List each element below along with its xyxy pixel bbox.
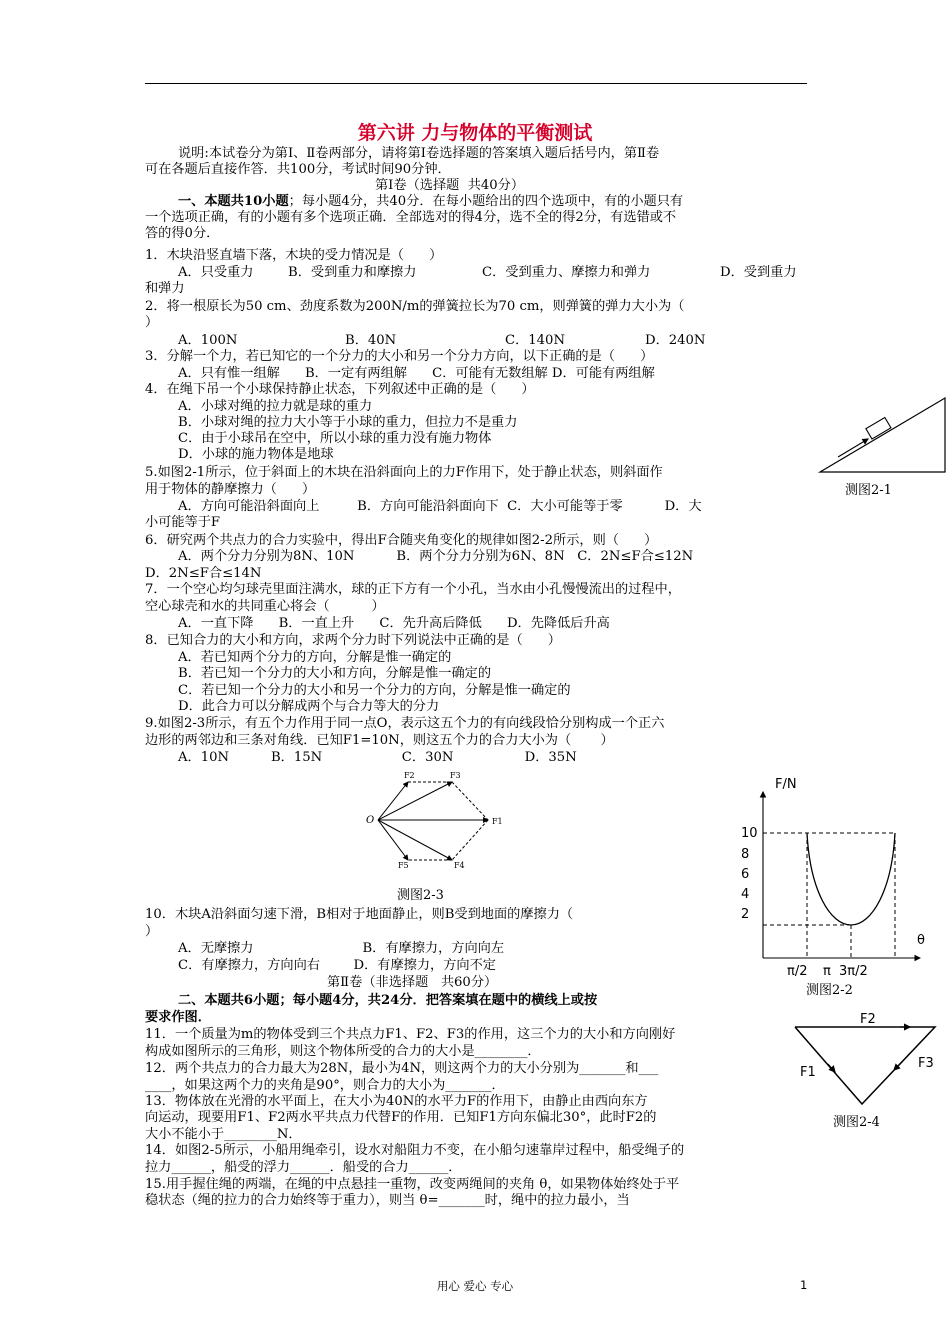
q15-stem-cont: 稳状态（绳的拉力的合力始终等于重力），则当 θ=_______时，绳中的拉力最小，当 bbox=[145, 1193, 630, 1208]
q2-option-d: D．240N bbox=[645, 333, 706, 348]
fig23-label-f5: F5 bbox=[398, 861, 409, 870]
graph-ylabel: F/N bbox=[775, 777, 797, 792]
q4-option-c: C．由于小球吊在空中，所以小球的重力没有施力物体 bbox=[178, 431, 492, 446]
q9-stem: 9.如图2-3所示，有五个力作用于同一点O，表示这五个力的有向线段恰分别构成一个正六 bbox=[145, 716, 665, 731]
q5-options: A．方向可能沿斜面向上 B．方向可能沿斜面向下 C．大小可能等于零 D．大 bbox=[178, 499, 702, 514]
section1-line1 bbox=[178, 194, 683, 210]
q8-option-b: B．若已知一个分力的大小和方向，分解是惟一确定的 bbox=[178, 666, 492, 681]
page-number: 1 bbox=[800, 1278, 808, 1292]
q9-options: A．10N B．15N C．30N D．35N bbox=[178, 750, 577, 765]
ytick-4: 4 bbox=[741, 887, 750, 902]
ytick-6: 6 bbox=[741, 867, 750, 882]
fig24-label-f3: F3 bbox=[918, 1056, 934, 1071]
q10-stem: 10．木块A沿斜面匀速下滑，B相对于地面静止，则B受到地面的摩擦力（ bbox=[145, 907, 574, 922]
page-title: 第六讲 力与物体的平衡测试 bbox=[357, 122, 593, 144]
intro-line-2: 可在各题后直接作答．共100分，考试时间90分钟． bbox=[145, 162, 451, 177]
q4-option-b: B．小球对绳的拉力大小等于小球的重力，但拉力不是重力 bbox=[178, 415, 518, 430]
q13-stem: 13．物体放在光滑的水平面上，在大小为40N的水平力F的作用下，由静止由西向东方 bbox=[145, 1094, 648, 1109]
xtick-pi-half: π/2 bbox=[787, 964, 808, 979]
section2-line1: 二、本题共6小题；每小题4分，共24分．把答案填在题中的横线上或按 bbox=[178, 993, 598, 1008]
q3-options: A．只有惟一组解 B．一定有两组解 C．可能有无数组解 D．可能有两组解 bbox=[178, 366, 655, 381]
figure-2-1 bbox=[818, 395, 948, 475]
q1-option-b: B．受到重力和摩擦力 bbox=[288, 265, 417, 280]
part2-header: 第Ⅱ卷（非选择题 共60分） bbox=[327, 975, 498, 990]
q10-options-2: C．有摩擦力，方向向右 D．有摩擦力，方向不定 bbox=[178, 958, 496, 973]
q12-stem: 12．两个共点力的合力最大为28N，最小为4N，则这两个力的大小分别为_______和___ bbox=[145, 1061, 659, 1076]
q4-option-d: D．小球的施力物体是地球 bbox=[178, 447, 334, 462]
intro-line-1: 说明:本试卷分为第Ⅰ、Ⅱ卷两部分，请将第Ⅰ卷选择题的答案填入题后括号内，第Ⅱ卷 bbox=[178, 146, 660, 161]
q10-stem-cont: ） bbox=[145, 924, 159, 939]
q3-stem: 3．分解一个力，若已知它的一个分力的大小和另一个分力方向，以下正确的是（ ） bbox=[145, 349, 654, 364]
part1-header: 第Ⅰ卷（选择题 共40分） bbox=[375, 178, 525, 193]
q8-option-d: D．此合力可以分解成两个与合力等大的分力 bbox=[178, 699, 440, 714]
q8-option-a: A．若已知两个分力的方向，分解是惟一确定的 bbox=[178, 650, 452, 665]
q2-stem-cont: ） bbox=[145, 315, 159, 330]
q14-stem: 14．如图2-5所示，小船用绳牵引，设水对船阻力不变，在小船匀速靠岸过程中，船受绳子的 bbox=[145, 1143, 685, 1158]
page-footer: 用心 爱心 专心 bbox=[436, 1279, 514, 1293]
q11-stem: 11．一个质量为m的物体受到三个共点力F1、F2、F3的作用，这三个力的大小和方向刚好 bbox=[145, 1027, 676, 1042]
section1-text: ；每小题4分，共40分．在每小题给出的四个选项中，有的小题只有 bbox=[288, 194, 684, 209]
figure-2-4 bbox=[790, 1012, 940, 1112]
q5-stem: 5.如图2-1所示，位于斜面上的木块在沿斜面向上的力F作用下，处于静止状态，则斜面作 bbox=[145, 465, 663, 480]
q13-stem-cont: 向运动，现要用F1、F2两水平共点力代替F的作用．已知F1方向东偏北30°，此时F2的 bbox=[145, 1110, 657, 1125]
figure-2-2-caption: 测图2-2 bbox=[806, 983, 853, 998]
q4-option-a: A．小球对绳的拉力就是球的重力 bbox=[178, 399, 373, 414]
q7-options: A．一直下降 B．一直上升 C．先升高后降低 D．先降低后升高 bbox=[178, 616, 610, 631]
fig23-label-f3: F3 bbox=[450, 771, 461, 780]
q15-stem: 15.用手握住绳的两端，在绳的中点悬挂一重物，改变两绳间的夹角 θ，如果物体始终处于平 bbox=[145, 1177, 680, 1192]
section2-line2: 要求作图． bbox=[145, 1010, 211, 1025]
q1-option-d: D．受到重力 bbox=[720, 265, 797, 280]
figure-2-4-caption: 测图2-4 bbox=[833, 1115, 880, 1130]
q7-stem-cont: 空心球壳和水的共同重心将会（ ） bbox=[145, 599, 385, 614]
q2-option-a: A．100N bbox=[178, 333, 238, 348]
fig23-label-f1: F1 bbox=[492, 817, 503, 826]
q6-options: A．两个分力分别为8N、10N B．两个分力分别为6N、8N C．2N≤F合≤12N bbox=[178, 549, 694, 564]
fig23-label-f4: F4 bbox=[454, 861, 465, 870]
section1-line2: 一个选项正确，有的小题有多个选项正确．全部选对的得4分，选不全的得2分，有选错或不 bbox=[145, 210, 677, 225]
fig24-label-f2: F2 bbox=[860, 1012, 876, 1027]
q8-option-c: C．若已知一个分力的大小和另一个分力的方向，分解是惟一确定的 bbox=[178, 683, 571, 698]
q9-stem-cont: 边形的两邻边和三条对角线．已知F1=10N，则这五个力的合力大小为（ ） bbox=[145, 733, 614, 748]
q14-stem-cont: 拉力______，船受的浮力______．船受的合力______． bbox=[145, 1160, 462, 1175]
q4-stem: 4．在绳下吊一个小球保持静止状态，下列叙述中正确的是（ ） bbox=[145, 382, 535, 397]
header-rule bbox=[145, 83, 807, 84]
section1-line3: 答的得0分． bbox=[145, 226, 220, 241]
q5-stem-cont: 用于物体的静摩擦力（ ） bbox=[145, 482, 316, 497]
xtick-pi: π bbox=[823, 964, 831, 979]
q10-options-1: A．无摩擦力 B．有摩擦力，方向向左 bbox=[178, 941, 505, 956]
figure-2-3-caption: 测图2-3 bbox=[397, 888, 444, 903]
q1-option-c: C．受到重力、摩擦力和弹力 bbox=[482, 265, 651, 280]
ytick-2: 2 bbox=[741, 907, 750, 922]
q2-stem: 2．将一根原长为50 cm、劲度系数为200N/m的弹簧拉长为70 cm，则弹簧的弹力大小为（ bbox=[145, 299, 685, 314]
figure-2-1-caption: 测图2-1 bbox=[845, 483, 892, 498]
q1-stem: 1．木块沿竖直墙下落，木块的受力情况是（ ） bbox=[145, 248, 443, 263]
figure-2-3 bbox=[360, 768, 510, 878]
figure-2-2 bbox=[741, 770, 940, 985]
fig24-label-f1: F1 bbox=[800, 1065, 816, 1080]
ytick-10: 10 bbox=[741, 826, 758, 841]
q2-option-b: B．40N bbox=[345, 333, 397, 348]
q2-option-c: C．140N bbox=[505, 333, 565, 348]
q6-stem: 6．研究两个共点力的合力实验中，得出F合随夹角变化的规律如图2-2所示，则（ ） bbox=[145, 533, 658, 548]
q1-option-a: A．只受重力 bbox=[178, 265, 254, 280]
q6-option-d: D．2N≤F合≤14N bbox=[145, 566, 262, 581]
ytick-8: 8 bbox=[741, 847, 750, 862]
q1-option-d-cont: 和弹力 bbox=[145, 281, 185, 296]
q11-stem-cont: 构成如图所示的三角形，则这个物体所受的合力的大小是________． bbox=[145, 1044, 541, 1059]
q12-stem-cont: ____，如果这两个力的夹角是90°，则合力的大小为_______． bbox=[145, 1078, 505, 1093]
q13-stem-cont2: 大小不能小于________N． bbox=[145, 1127, 302, 1142]
fig23-label-O: O bbox=[366, 815, 375, 826]
q7-stem: 7．一个空心均匀球壳里面注满水，球的正下方有一个小孔，当水由小孔慢慢流出的过程中， bbox=[145, 582, 681, 597]
q5-option-d-cont: 小可能等于F bbox=[145, 515, 221, 530]
graph-xlabel: θ bbox=[917, 933, 925, 948]
q8-stem: 8．已知合力的大小和方向，求两个分力时下列说法中正确的是（ ） bbox=[145, 633, 561, 648]
fig23-label-f2: F2 bbox=[404, 771, 415, 780]
section1-bold: 一、本题共10小题 bbox=[178, 194, 289, 209]
xtick-3pi-half: 3π/2 bbox=[839, 964, 868, 979]
